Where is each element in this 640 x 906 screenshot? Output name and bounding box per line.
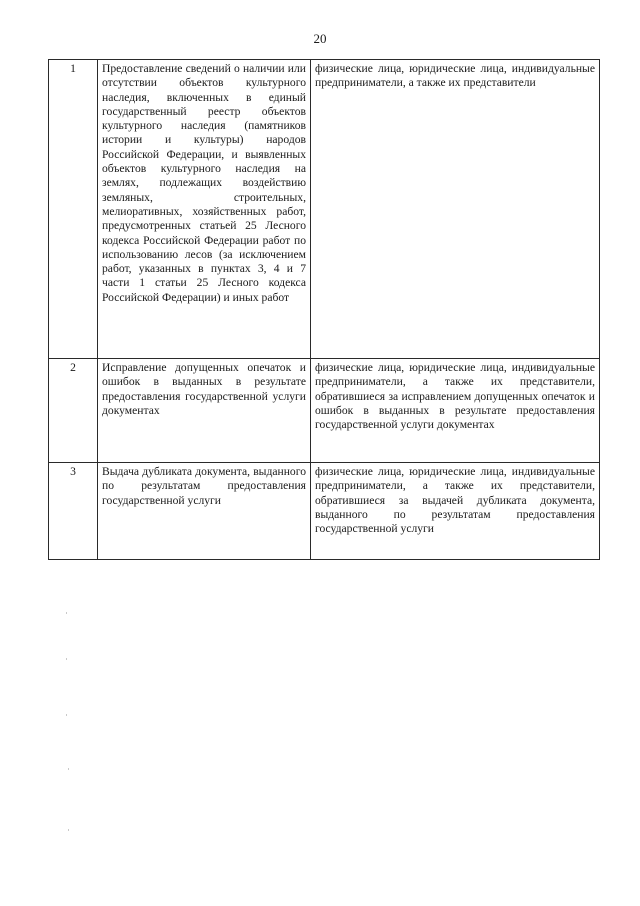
page-number: 20 <box>313 31 327 46</box>
service-description: Выдача дубликата документа, выданного по результатам предоставления государственной услуги <box>98 463 311 560</box>
applicants-cell: физические лица, юридические лица, индивидуальные предприниматели, а также их представители <box>311 60 600 359</box>
services-table <box>48 59 600 560</box>
service-description: Предоставление сведений о наличии или отсутствии объектов культурного наследия, включенных в единый государственный реестр объектов культурного наследия (памятников истории и культуры) народов Российской Федерации, и выявленных объектов культурного наследия на землях, подлежащих воздействию земляных, строительных, мелиоративных, хозяйственных работ, предусмотренных статьей 25 Лесного кодекса Российской Федерации работ по использованию лесов (за исключением работ, указанных в пунктах 3, 4 и 7 части 1 статьи 25 Лесного кодекса Российской Федерации) и иных работ <box>98 60 311 359</box>
scan-speck <box>66 612 67 614</box>
applicants-cell: физические лица, юридические лица, индивидуальные предприниматели, а также их представители, обратившиеся за выдачей дубликата документа, выданного по результатам предоставления государственной услуги <box>311 463 600 560</box>
row-number: 3 <box>49 463 98 560</box>
scan-speck <box>66 714 67 716</box>
table-row <box>49 60 600 359</box>
service-description: Исправление допущенных опечаток и ошибок в выданных в результате предоставления государственной услуги документах <box>98 359 311 463</box>
scan-speck <box>68 829 69 831</box>
scan-speck <box>68 768 69 770</box>
scan-speck <box>66 658 67 660</box>
table-row <box>49 359 600 463</box>
row-number: 2 <box>49 359 98 463</box>
row-number: 1 <box>49 60 98 359</box>
table-row <box>49 463 600 560</box>
applicants-cell: физические лица, юридические лица, индивидуальные предприниматели, а также их представители, обратившиеся за исправлением допущенных опечаток и ошибок в выданных в результате предоставления государственной услуги документах <box>311 359 600 463</box>
